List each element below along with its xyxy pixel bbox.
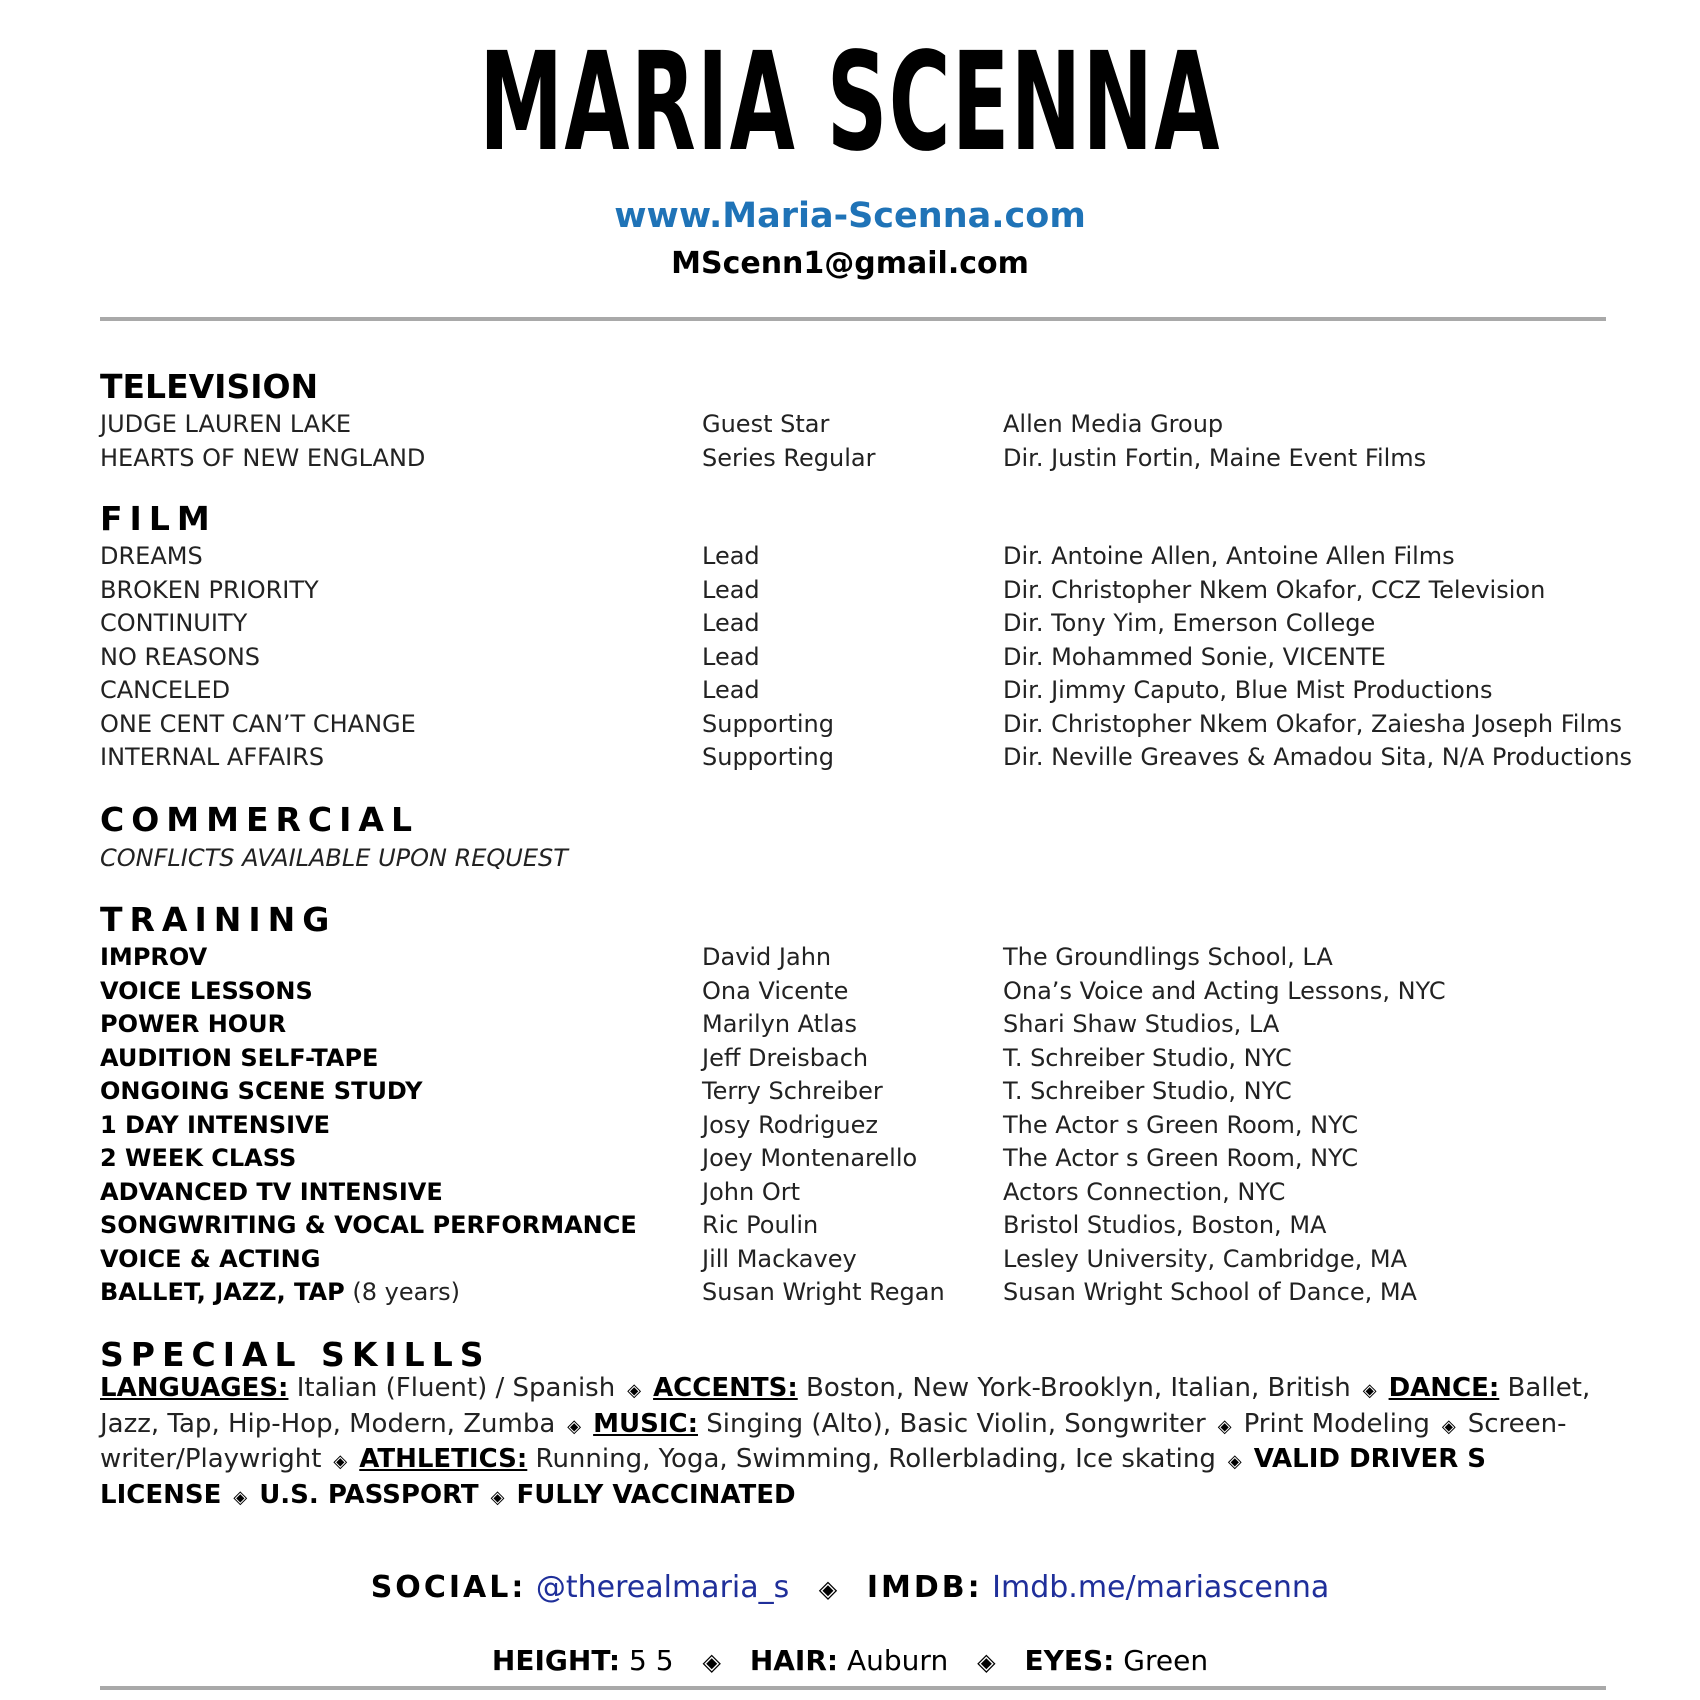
television-section <box>100 366 1620 475</box>
training-row <box>100 1209 1620 1243</box>
screenwriter: Screen-writer/Playwright <box>100 1408 1567 1474</box>
credit-title: NO REASONS <box>100 642 261 671</box>
credit-producer: Dir. Christopher Nkem Okafor, CCZ Television <box>1003 575 1546 604</box>
training-class: BALLET, JAZZ, TAP <box>100 1278 345 1306</box>
television-heading: TELEVISION <box>100 367 319 406</box>
social-line <box>0 1570 1700 1605</box>
training-teacher: Ric Poulin <box>702 1211 819 1239</box>
film-heading: FILM <box>100 499 217 538</box>
training-school: Shari Shaw Studios, LA <box>1003 1010 1280 1038</box>
music-label: MUSIC: <box>593 1408 698 1439</box>
credit-role: Supporting <box>702 743 834 771</box>
hair-label: HAIR: <box>749 1644 839 1677</box>
training-school: The Actor s Green Room, NYC <box>1003 1144 1359 1172</box>
training-duration: (8 years) <box>352 1278 461 1306</box>
credit-title: BROKEN PRIORITY <box>100 575 319 604</box>
credit-row <box>100 641 1620 675</box>
separator-icon: ◈ <box>333 1451 348 1472</box>
separator-icon: ◈ <box>1441 1415 1456 1437</box>
credit-producer: Dir. Tony Yim, Emerson College <box>1003 609 1376 637</box>
training-row <box>100 1276 1620 1310</box>
credit-role: Lead <box>702 676 760 704</box>
accents-value: Boston, New York-Brooklyn, Italian, British <box>806 1373 1351 1403</box>
separator-icon: ◈ <box>233 1486 248 1508</box>
credit-role: Lead <box>702 575 760 604</box>
training-class: ADVANCED TV INTENSIVE <box>100 1177 443 1206</box>
website-link[interactable]: www.Maria-Scenna.com <box>614 196 1086 236</box>
vaccination-status: FULLY VACCINATED <box>516 1479 796 1510</box>
training-class: 1 DAY INTENSIVE <box>100 1110 331 1139</box>
training-school: Lesley University, Cambridge, MA <box>1003 1244 1408 1273</box>
skills-section <box>100 1334 1620 1376</box>
actor-name: MARIA SCENNA <box>479 24 1221 182</box>
training-teacher: Susan Wright Regan <box>702 1278 945 1306</box>
height-label: HEIGHT: <box>491 1644 621 1677</box>
credit-producer: Dir. Mohammed Sonie, VICENTE <box>1003 642 1386 671</box>
training-row <box>100 941 1620 975</box>
training-row <box>100 1075 1620 1109</box>
separator-icon: ◈ <box>1227 1451 1242 1472</box>
training-class: ONGOING SCENE STUDY <box>100 1077 423 1105</box>
eyes-value: Green <box>1123 1644 1209 1677</box>
social-label: SOCIAL: <box>370 1570 527 1605</box>
athletics-label: ATHLETICS: <box>359 1444 528 1474</box>
training-teacher: John Ort <box>702 1177 800 1206</box>
physical-stats-line <box>0 1644 1700 1677</box>
credit-title: CANCELED <box>100 676 231 704</box>
film-section <box>100 498 1633 775</box>
training-teacher: David Jahn <box>702 943 832 971</box>
email-address[interactable]: MScenn1@gmail.com <box>671 246 1029 281</box>
training-teacher: Josy Rodriguez <box>702 1110 878 1139</box>
music-value: Singing (Alto), Basic Violin, Songwriter <box>706 1408 1206 1439</box>
training-teacher: Ona Vicente <box>702 976 849 1005</box>
separator-icon: ◈ <box>1362 1380 1377 1401</box>
credit-producer: Dir. Christopher Nkem Okafor, Zaiesha Joseph Films <box>1003 709 1622 738</box>
drivers-license: VALID DRIVER S LICENSE <box>100 1444 1486 1510</box>
credit-role: Supporting <box>702 709 834 738</box>
credit-role: Guest Star <box>702 410 830 438</box>
training-school: T. Schreiber Studio, NYC <box>1003 1043 1292 1072</box>
separator-icon: ◈ <box>627 1380 642 1401</box>
footer-divider <box>100 1686 1606 1690</box>
dance-value: Ballet, Jazz, Tap, Hip-Hop, Modern, Zumba <box>100 1373 1591 1439</box>
training-class: POWER HOUR <box>100 1010 287 1038</box>
training-school: Ona’s Voice and Acting Lessons, NYC <box>1003 976 1446 1005</box>
height-value: 5 5 <box>629 1644 674 1677</box>
separator-icon: ◈ <box>490 1486 505 1508</box>
training-row <box>100 975 1620 1009</box>
eyes-label: EYES: <box>1024 1644 1115 1677</box>
header-divider <box>100 317 1606 321</box>
accents-label: ACCENTS: <box>653 1373 798 1403</box>
training-row <box>100 1008 1620 1042</box>
imdb-link[interactable]: Imdb.me/mariascenna <box>992 1570 1330 1605</box>
credit-row <box>100 540 1620 574</box>
commercial-heading: COMMERCIAL <box>100 800 419 839</box>
training-class: SONGWRITING & VOCAL PERFORMANCE <box>100 1211 637 1239</box>
credit-row <box>100 442 1620 476</box>
training-row <box>100 1243 1620 1277</box>
credit-title: JUDGE LAUREN LAKE <box>100 410 352 438</box>
credit-role: Lead <box>702 642 760 671</box>
credit-title: DREAMS <box>100 542 203 570</box>
print-modeling: Print Modeling <box>1243 1408 1430 1439</box>
training-school: Susan Wright School of Dance, MA <box>1003 1278 1417 1306</box>
credit-title: INTERNAL AFFAIRS <box>100 743 325 771</box>
training-row <box>100 1176 1620 1210</box>
diamond-icon: ◈ <box>818 1575 838 1603</box>
training-school: The Groundlings School, LA <box>1003 943 1333 971</box>
credit-row <box>100 741 1633 775</box>
credit-producer: Dir. Neville Greaves & Amadou Sita, N/A Productions <box>1003 743 1633 771</box>
training-heading: TRAINING <box>100 900 337 939</box>
hair-value: Auburn <box>847 1644 949 1677</box>
credit-producer: Dir. Justin Fortin, Maine Event Films <box>1003 443 1427 472</box>
separator-icon: ◈ <box>567 1415 582 1437</box>
training-class: IMPROV <box>100 943 208 971</box>
training-class: AUDITION SELF-TAPE <box>100 1043 379 1072</box>
credit-producer: Dir. Jimmy Caputo, Blue Mist Productions <box>1003 676 1493 704</box>
training-teacher: Terry Schreiber <box>702 1077 883 1105</box>
training-class: VOICE LESSONS <box>100 976 313 1005</box>
training-teacher: Joey Montenarello <box>702 1144 918 1172</box>
credit-role: Lead <box>702 609 760 637</box>
diamond-icon: ◈ <box>977 1648 996 1676</box>
training-row <box>100 1042 1620 1076</box>
training-school: Bristol Studios, Boston, MA <box>1003 1211 1327 1239</box>
credit-producer: Dir. Antoine Allen, Antoine Allen Films <box>1003 542 1455 570</box>
passport: U.S. PASSPORT <box>259 1479 479 1510</box>
credit-title: ONE CENT CAN’T CHANGE <box>100 709 416 738</box>
credit-title: CONTINUITY <box>100 609 248 637</box>
commercial-section <box>100 799 1620 875</box>
credit-row <box>100 708 1620 742</box>
imdb-label: IMDB: <box>866 1570 983 1605</box>
credit-row <box>100 674 1620 708</box>
training-school: Actors Connection, NYC <box>1003 1177 1286 1206</box>
separator-icon: ◈ <box>1217 1415 1232 1437</box>
training-row <box>100 1142 1620 1176</box>
skills-paragraph <box>100 1372 1600 1514</box>
training-class: VOICE & ACTING <box>100 1244 321 1273</box>
training-school: The Actor s Green Room, NYC <box>1003 1110 1359 1139</box>
dance-label: DANCE: <box>1388 1373 1500 1403</box>
languages-label: LANGUAGES: <box>100 1373 289 1403</box>
credit-role: Series Regular <box>702 443 876 472</box>
credit-title: HEARTS OF NEW ENGLAND <box>100 443 426 472</box>
credit-role: Lead <box>702 542 760 570</box>
diamond-icon: ◈ <box>702 1648 721 1676</box>
training-teacher: Marilyn Atlas <box>702 1010 857 1038</box>
skills-heading: SPECIAL SKILLS <box>100 1335 491 1374</box>
commercial-note: CONFLICTS AVAILABLE UPON REQUEST <box>100 844 568 872</box>
athletics-value: Running, Yoga, Swimming, Rollerblading, Ice skating <box>535 1444 1216 1474</box>
credit-producer: Allen Media Group <box>1003 410 1224 438</box>
credit-row <box>100 408 1620 442</box>
credit-row <box>100 607 1620 641</box>
training-teacher: Jeff Dreisbach <box>702 1043 869 1072</box>
social-handle-link[interactable]: @therealmaria_s <box>535 1570 790 1605</box>
credit-row <box>100 574 1620 608</box>
training-section <box>100 899 1620 1310</box>
training-row <box>100 1109 1620 1143</box>
training-school: T. Schreiber Studio, NYC <box>1003 1077 1292 1105</box>
languages-value: Italian (Fluent) / Spanish <box>296 1373 616 1403</box>
training-class: 2 WEEK CLASS <box>100 1144 297 1172</box>
training-teacher: Jill Mackavey <box>702 1244 857 1273</box>
